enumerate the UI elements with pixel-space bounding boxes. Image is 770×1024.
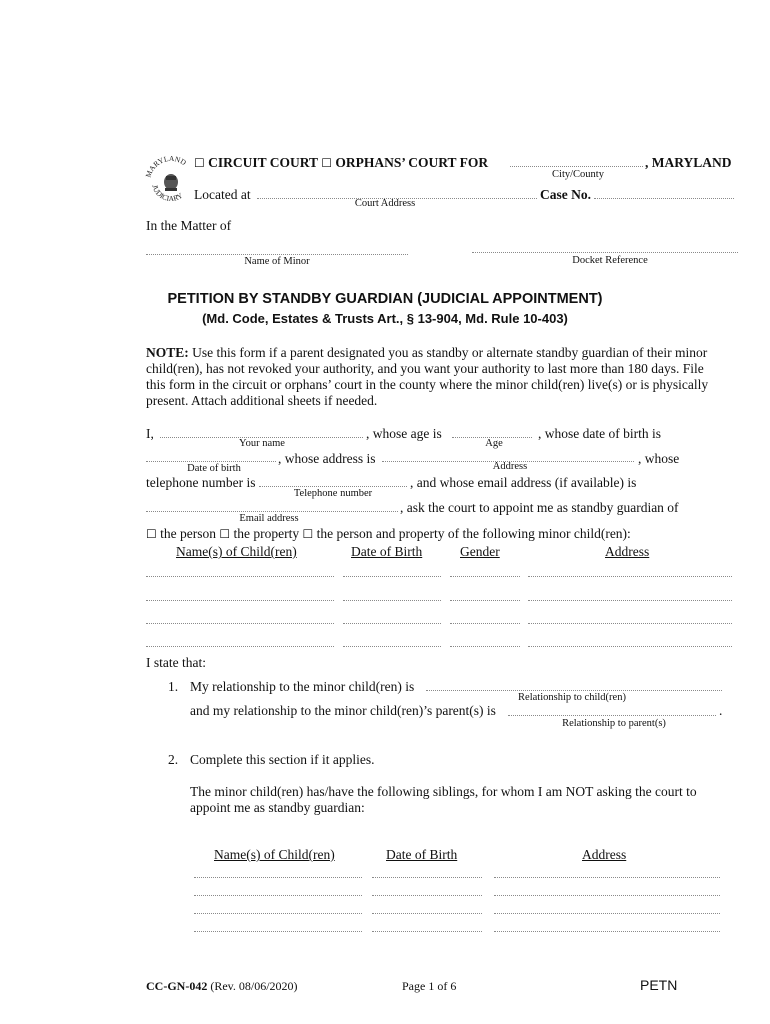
in-the-matter-of-label: In the Matter of	[146, 218, 232, 233]
sibling-name-input[interactable]	[194, 913, 362, 914]
sibling-name-input[interactable]	[194, 895, 362, 896]
page-number: Page 1 of 6	[402, 979, 457, 993]
note-paragraph	[146, 345, 726, 409]
children-header-name: Name(s) of Child(ren)	[176, 544, 297, 559]
maryland-label: , MARYLAND	[645, 155, 732, 170]
telephone-number-is-label: telephone number is	[146, 475, 256, 490]
form-code: PETN	[640, 977, 678, 993]
the-person-checkbox[interactable]: ☐	[146, 527, 157, 541]
city-county-label: City/County	[552, 169, 604, 180]
orphans-court-checkbox[interactable]: ☐	[321, 156, 332, 170]
sibling-name-input[interactable]	[194, 877, 362, 878]
children-header-gender: Gender	[460, 544, 500, 559]
case-no-input-line[interactable]	[594, 198, 734, 199]
item-1-text: My relationship to the minor child(ren) is	[190, 679, 415, 694]
case-no-label: Case No.	[540, 187, 591, 202]
sibling-name-input[interactable]	[194, 931, 362, 932]
telephone-input-line[interactable]	[259, 486, 407, 487]
name-of-minor-label: Name of Minor	[244, 256, 310, 267]
city-county-input-line[interactable]	[510, 166, 643, 167]
email-input-line[interactable]	[146, 511, 398, 512]
age-label: Age	[485, 438, 503, 449]
i-label: I,	[146, 426, 154, 441]
sibling-address-input[interactable]	[494, 895, 720, 896]
form-id-code: CC-GN-042	[146, 979, 208, 993]
relationship-to-parent-label: Relationship to parent(s)	[562, 718, 666, 729]
email-address-label: Email address	[239, 513, 299, 524]
sibling-address-input[interactable]	[494, 931, 720, 932]
located-at-label: Located at	[194, 187, 251, 202]
note-text: Use this form if a parent designated you as standby or alternate standby guardian of their minor child(ren), has not revoked your authority, and you want your authority to last more than 180 days. File this form in the circuit or orphans’ court in the county where the minor child(ren) live(s) or is physically present. Attach additional sheets if needed.	[146, 345, 709, 408]
child-name-input[interactable]	[146, 600, 334, 601]
child-address-input[interactable]	[528, 623, 732, 624]
siblings-paragraph: The minor child(ren) has/have the following siblings, for whom I am NOT asking the court to appoint me as standby guardian:	[190, 784, 697, 815]
sibling-address-input[interactable]	[494, 913, 720, 914]
sibling-dob-input[interactable]	[372, 931, 482, 932]
child-dob-input[interactable]	[343, 600, 441, 601]
relationship-to-parent-input-line[interactable]	[508, 715, 716, 716]
relationship-to-child-label: Relationship to child(ren)	[518, 692, 626, 703]
circuit-court-label: CIRCUIT COURT	[208, 155, 318, 170]
orphans-court-label: ORPHANS’ COURT FOR	[335, 155, 489, 170]
docket-reference-label: Docket Reference	[572, 255, 648, 266]
sibling-address-input[interactable]	[494, 877, 720, 878]
name-of-minor-input-line[interactable]	[146, 254, 408, 255]
ask-court-label: , ask the court to appoint me as standby guardian of	[400, 500, 679, 515]
siblings-header-name: Name(s) of Child(ren)	[214, 847, 335, 862]
item-1-number: 1.	[168, 679, 179, 694]
child-gender-input[interactable]	[450, 623, 520, 624]
the-person-label: the person	[160, 526, 216, 541]
child-gender-input[interactable]	[450, 600, 520, 601]
i-state-that-label: I state that:	[146, 655, 206, 670]
svg-text:JUDICIARY: JUDICIARY	[150, 183, 185, 204]
sibling-dob-input[interactable]	[372, 895, 482, 896]
item-1-text-2: and my relationship to the minor child(ren)’s parent(s) is	[190, 703, 496, 718]
address-label: Address	[492, 461, 528, 472]
sibling-dob-input[interactable]	[372, 913, 482, 914]
form-id	[146, 979, 298, 994]
child-dob-input[interactable]	[343, 646, 441, 647]
the-property-label: the property	[233, 526, 300, 541]
child-address-input[interactable]	[528, 576, 732, 577]
whose-label: , whose	[638, 451, 680, 466]
child-gender-input[interactable]	[450, 646, 520, 647]
siblings-header-dob: Date of Birth	[386, 847, 458, 862]
children-header-address: Address	[605, 544, 650, 559]
sibling-dob-input[interactable]	[372, 877, 482, 878]
whose-age-label: , whose age is	[366, 426, 442, 441]
guardianship-type-row	[146, 526, 631, 542]
child-address-input[interactable]	[528, 600, 732, 601]
note-label: NOTE:	[146, 345, 189, 360]
child-dob-input[interactable]	[343, 623, 441, 624]
item-1-period: .	[719, 703, 723, 718]
siblings-header-address: Address	[582, 847, 627, 862]
child-name-input[interactable]	[146, 623, 334, 624]
whose-address-label: , whose address is	[278, 451, 376, 466]
date-of-birth-input-line[interactable]	[146, 461, 276, 462]
date-of-birth-label: Date of birth	[187, 463, 241, 474]
child-name-input[interactable]	[146, 576, 334, 577]
svg-text:MARYLAND: MARYLAND	[143, 153, 188, 179]
form-title: PETITION BY STANDBY GUARDIAN (JUDICIAL APPOINTMENT)	[167, 291, 603, 307]
docket-reference-input-line[interactable]	[472, 252, 738, 253]
person-and-property-label: the person and property of the following minor child(ren):	[316, 526, 631, 541]
item-2-number: 2.	[168, 752, 179, 767]
person-and-property-checkbox[interactable]: ☐	[302, 527, 314, 541]
court-type-row	[194, 155, 488, 171]
maryland-judiciary-seal	[142, 152, 200, 210]
telephone-number-label: Telephone number	[293, 488, 373, 499]
court-address-label: Court Address	[354, 198, 416, 209]
child-address-input[interactable]	[528, 646, 732, 647]
form-revision: (Rev. 08/06/2020)	[207, 979, 298, 993]
child-name-input[interactable]	[146, 646, 334, 647]
whose-email-label: , and whose email address (if available) is	[410, 475, 637, 490]
circuit-court-checkbox[interactable]: ☐	[194, 156, 205, 170]
child-gender-input[interactable]	[450, 576, 520, 577]
whose-dob-label: , whose date of birth is	[538, 426, 661, 441]
the-property-checkbox[interactable]: ☐	[219, 527, 231, 541]
item-2-text: Complete this section if it applies.	[190, 752, 375, 767]
child-dob-input[interactable]	[343, 576, 441, 577]
relationship-to-child-input-line[interactable]	[426, 690, 722, 691]
form-subtitle: (Md. Code, Estates & Trusts Art., § 13-904, Md. Rule 10-403)	[202, 311, 568, 326]
children-header-dob: Date of Birth	[351, 544, 423, 559]
your-name-label: Your name	[239, 438, 285, 449]
